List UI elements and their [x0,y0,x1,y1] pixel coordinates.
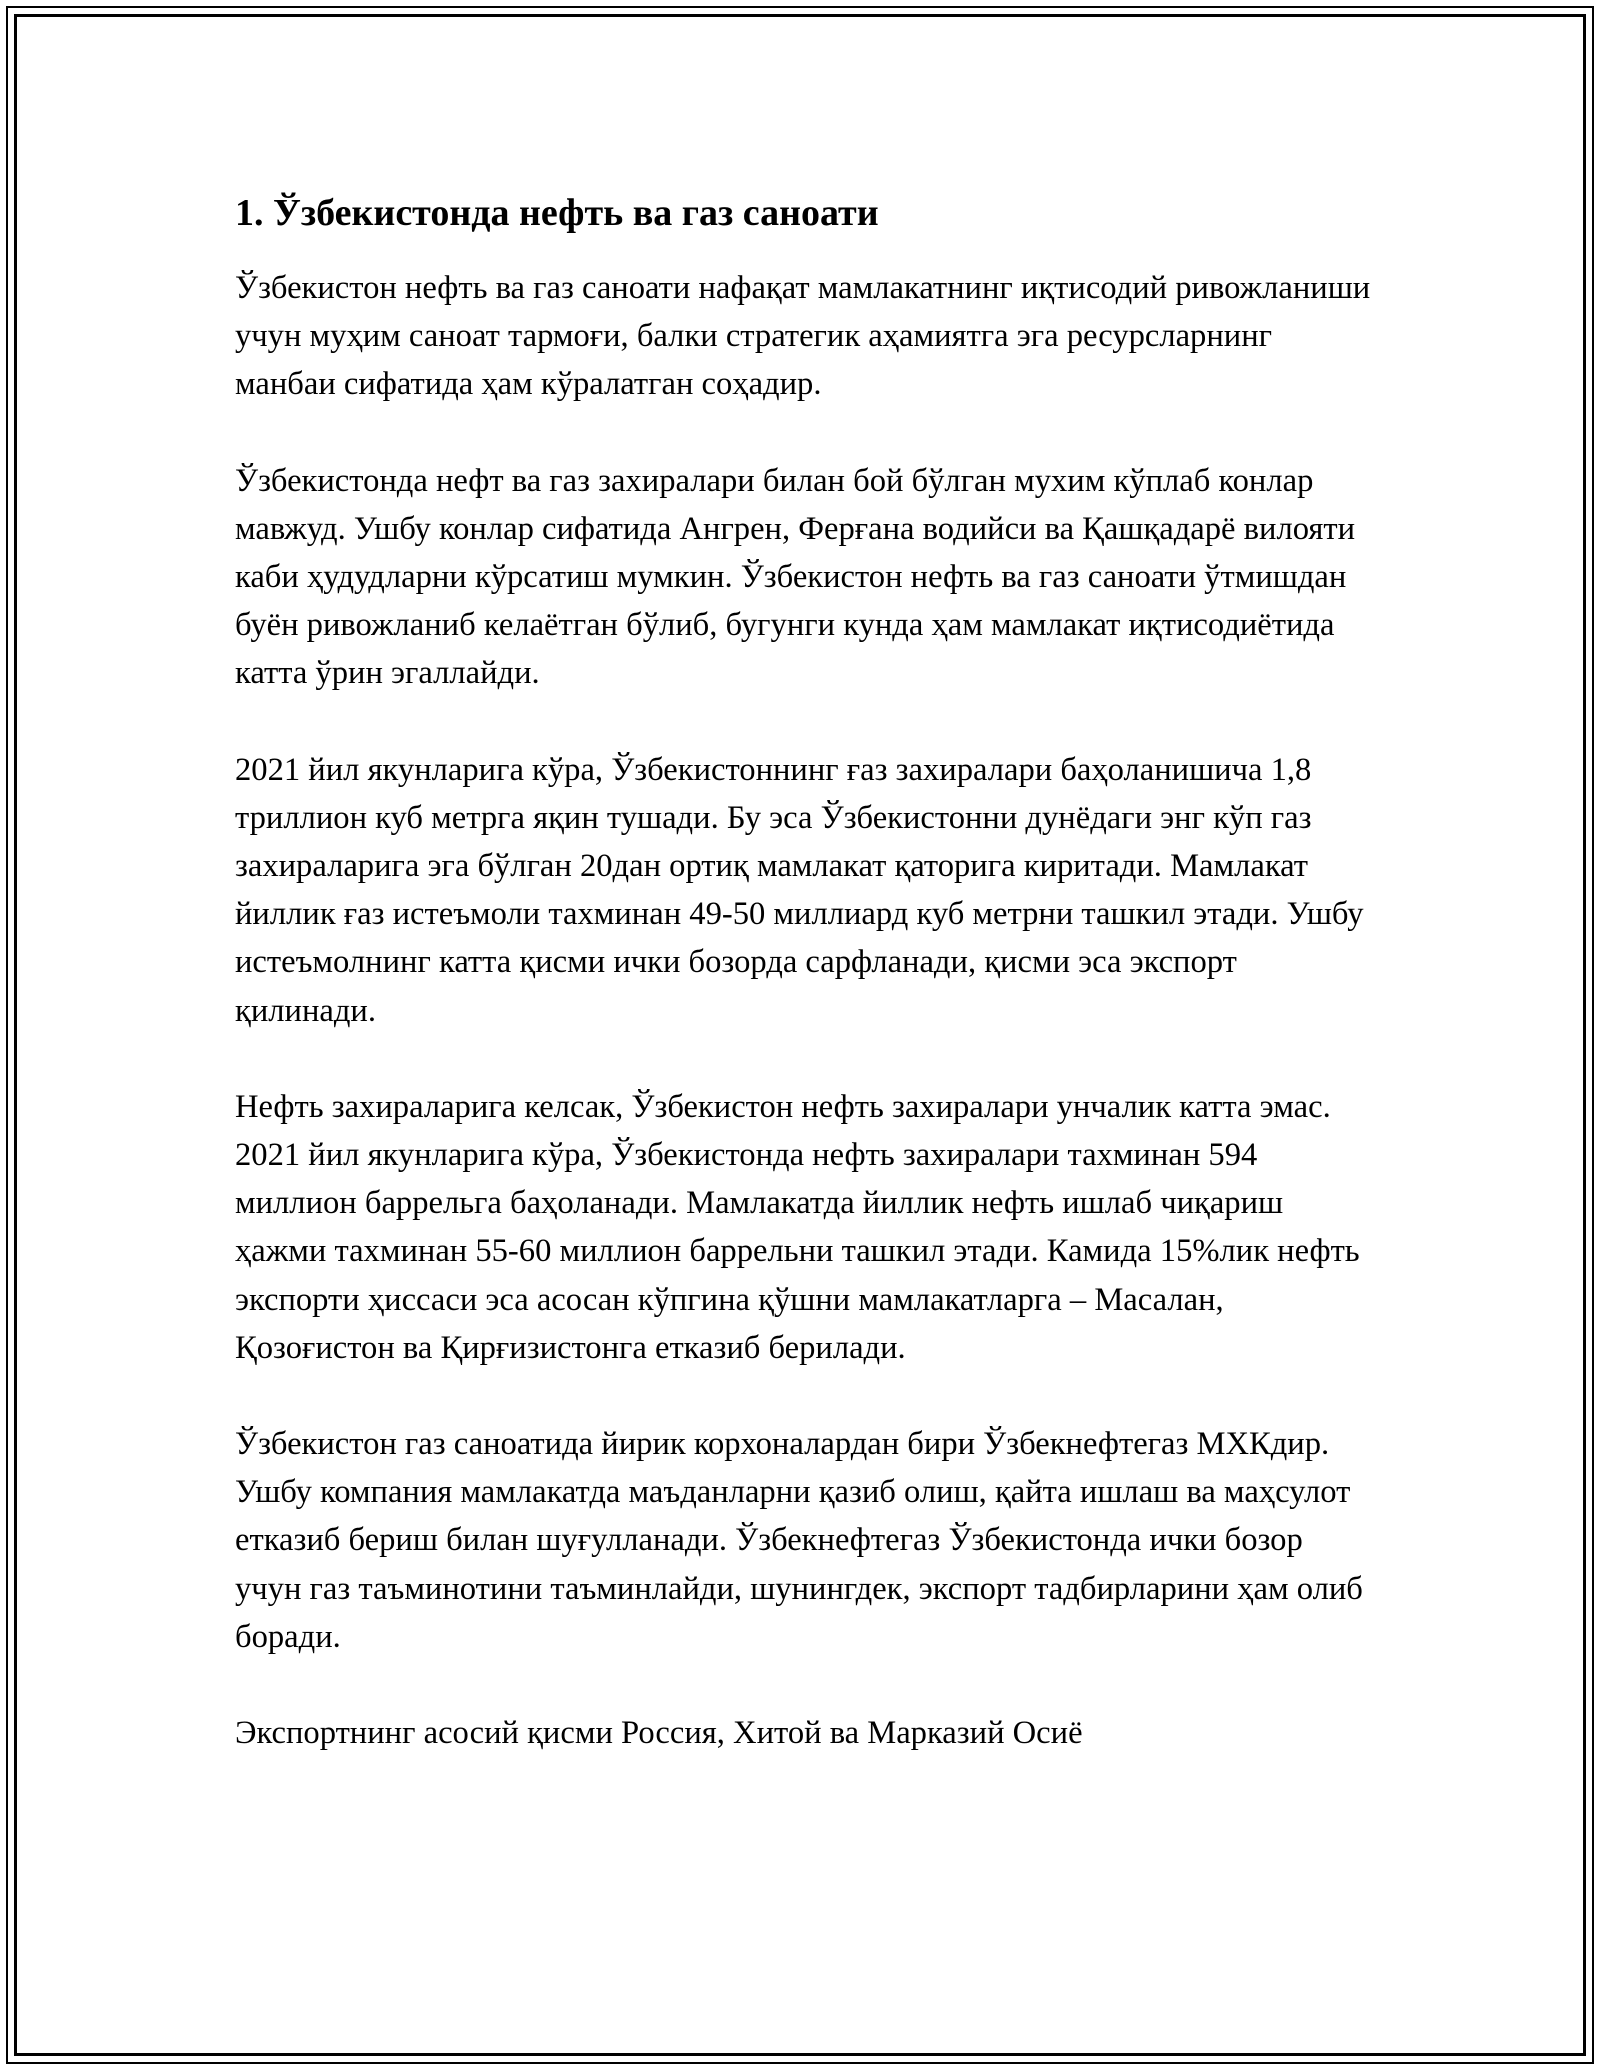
document-body [235,188,1375,1805]
paragraph-6: Экспортнинг асосий қисми Россия, Хитой ва Марказий Осиё [235,1715,1083,1752]
paragraph-2: Ўзбекистонда нефт ва газ захиралари билан бой бўлган мухим кўплаб конлар мавжуд. Ушбу конлар сифатида Ангрен, Ферғана водийси ва Қашқадарё вилояти каби ҳудудларни кўрсатиш мумкин. Ўзбекистон нефть ва газ саноати ўтмишдан буён ривожланиб келаётган бўлиб, бугунги кунда ҳам мамлакат иқтисодиётида катта ўрин эгаллайди. [235,462,1356,692]
paragraph-4: Нефть захираларига келсак, Ўзбекистон нефть захиралари унчалик катта эмас. 2021 йил якунларига кўра, Ўзбекистонда нефть захиралари тахминан 594 миллион баррельга баҳоланади. Мамлакатда йиллик нефть ишлаб чиқариш ҳажми тахминан 55-60 миллион баррельни ташкил этади. Камида 15%лик нефть экспорти ҳиссаси эса асосан кўпгина қўшни мамлакатларга – Масалан, Қозоғистон ва Қирғизистонга етказиб берилади. [235,1088,1360,1366]
paragraph-1: Ўзбекистон нефть ва газ саноати нафақат мамлакатнинг иқтисодий ривожланиши учун муҳим саноат тармоғи, балки стратегик аҳамиятга эга ресурсларнинг манбаи сифатида ҳам кўралатган соҳадир. [235,270,1371,403]
paragraph-3: 2021 йил якунларига кўра, Ўзбекистоннинг ғаз захиралари баҳоланишича 1,8 триллион куб метрга яқин тушади. Бу эса Ўзбекистонни дунёдаги энг кўп газ захираларига эга бўлган 20дан ортиқ мамлакат қаторига киритади. Мамлакат йиллик ғаз истеъмоли тахминан 49-50 миллиард куб метрни ташкил этади. Ушбу истеъмолнинг катта қисми ички бозорда сарфланади, қисми эса экспорт қилинади. [235,751,1364,1029]
section-heading: 1. Ўзбекистонда нефть ва газ саноати [235,192,879,234]
paragraph-5: Ўзбекистон газ саноатида йирик корхоналардан бири Ўзбекнефтегаз МХКдир. Ушбу компания мамлакатда маъданларни қазиб олиш, қайта ишлаш ва маҳсулот етказиб бериш билан шуғулланади. Ўзбекнефтегаз Ўзбекистонда ички бозор учун газ таъминотини таъминлайди, шунингдек, экспорт тадбирларини ҳам олиб боради. [235,1426,1363,1655]
